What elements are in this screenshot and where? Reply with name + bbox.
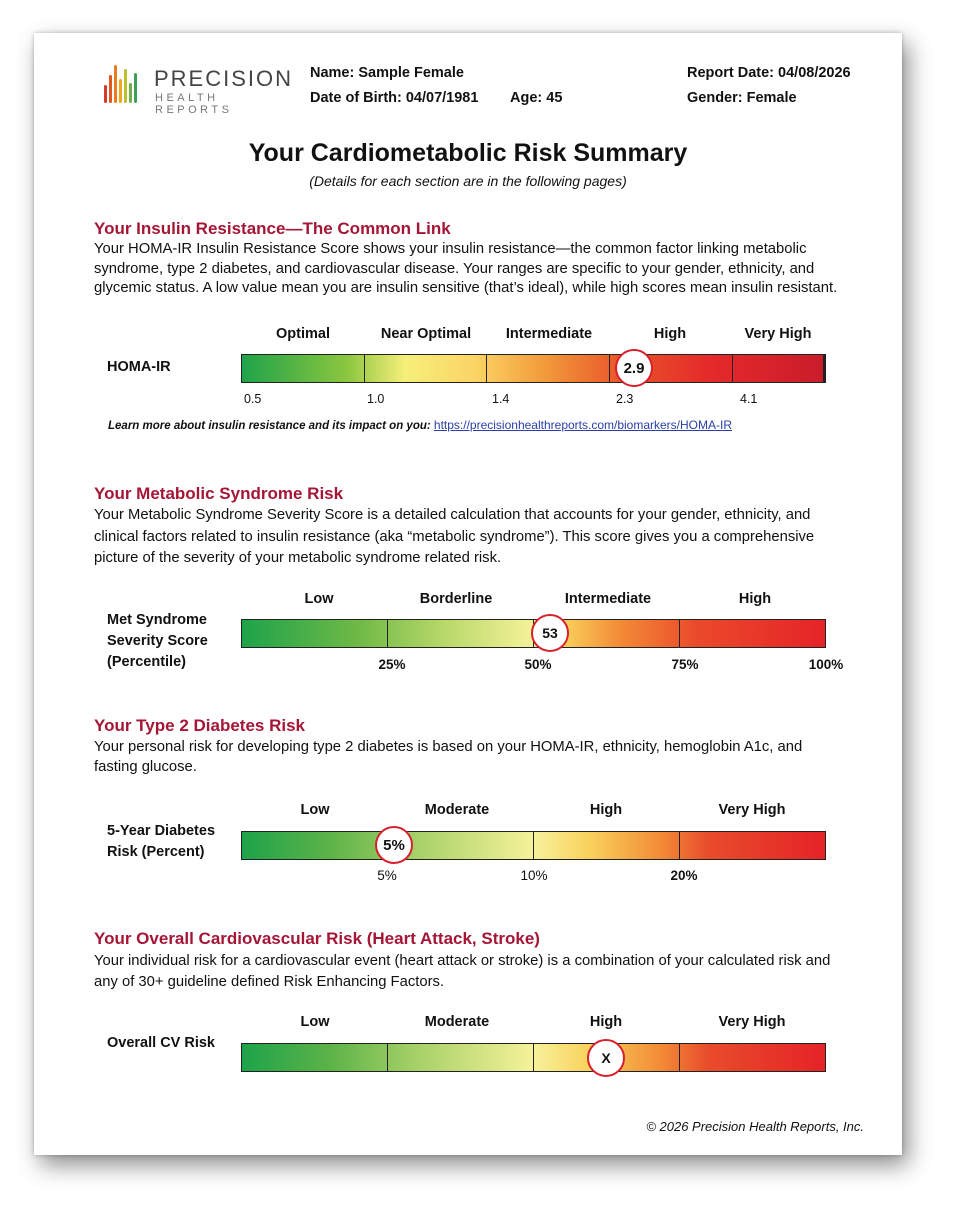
diabetes-row-label-line: Risk (Percent)	[107, 844, 205, 860]
mets-category-borderline: Borderline	[419, 591, 493, 607]
cv-bar	[241, 1043, 826, 1072]
diabetes-tick: 5%	[377, 868, 397, 883]
insulin-section-body: Your HOMA-IR Insulin Resistance Score shows your insulin resistance—the common factor linking metabolic syndrome, type 2 diabetes, and cardiovascular disease. Your ranges are specific to your gender, ethnicity, and glycemic status. A low value mean you are insulin sensitive (that’s ideal), while high scores mean insulin resistant.	[94, 241, 838, 296]
homa-category-near-optimal: Near Optimal	[380, 326, 472, 342]
homa-category-high: High	[653, 326, 687, 342]
logo	[104, 63, 294, 116]
cv-category-low: Low	[300, 1014, 330, 1030]
diabetes-tick: 10%	[520, 868, 548, 883]
mets-tick: 25%	[378, 657, 406, 672]
page-subtitle: (Details for each section are in the following pages)	[309, 173, 627, 189]
diabetes-category-high: High	[589, 802, 623, 818]
homa-tick: 1.0	[367, 392, 385, 406]
cv-category-very-high: Very High	[718, 1014, 786, 1030]
mets-category-low: Low	[304, 591, 334, 607]
copyright-footer: © 2026 Precision Health Reports, Inc.	[646, 1119, 864, 1134]
logo-subtitle: HEALTH REPORTS	[155, 92, 233, 116]
cv-category-high: High	[589, 1014, 623, 1030]
cv-marker: X	[587, 1039, 625, 1077]
diabetes-section-title: Your Type 2 Diabetes Risk	[94, 716, 305, 735]
report-date: Report Date: 04/08/2026	[687, 65, 851, 81]
mets-category-high: High	[738, 591, 772, 607]
insulin-section-title: Your Insulin Resistance—The Common Link	[94, 219, 451, 238]
patient-dob: Date of Birth: 04/07/1981	[310, 90, 479, 106]
homa-row-label: HOMA-IR	[107, 359, 171, 375]
metabolic-section-title: Your Metabolic Syndrome Risk	[94, 484, 344, 503]
homa-category-intermediate: Intermediate	[505, 326, 593, 342]
mets-tick: 50%	[524, 657, 552, 672]
mets-row-label-line: Severity Score	[107, 633, 208, 649]
diabetes-bar	[241, 831, 826, 860]
mets-marker: 53	[531, 614, 569, 652]
logo-wordmark: PRECISION	[154, 66, 294, 91]
homa-ir-marker: 2.9	[615, 349, 653, 387]
diabetes-row-label-line: 5-Year Diabetes	[107, 823, 216, 839]
mets-row-label	[107, 610, 208, 673]
patient-gender: Gender: Female	[687, 90, 797, 106]
homa-category-optimal: Optimal	[276, 326, 330, 342]
mets-category-intermediate: Intermediate	[564, 591, 652, 607]
learn-more-line	[108, 418, 732, 432]
mets-tick: 75%	[671, 657, 699, 672]
diabetes-category-low: Low	[300, 802, 330, 818]
learn-more-text: Learn more about insulin resistance and its impact on you:	[108, 420, 431, 432]
cv-row-label: Overall CV Risk	[107, 1035, 215, 1051]
homa-category-very-high: Very High	[744, 326, 812, 342]
mets-row-label-line: (Percentile)	[107, 654, 186, 670]
homa-ir-link[interactable]: https://precisionhealthreports.com/biomarkers/HOMA-IR	[433, 418, 733, 432]
homa-tick: 1.4	[492, 392, 510, 406]
homa-tick: 2.3	[616, 392, 634, 406]
cv-section-body: Your individual risk for a cardiovascular event (heart attack or stroke) is a combination of your calculated risk and any of 30+ guideline defined Risk Enhancing Factors.	[94, 953, 831, 990]
mets-tick: 100%	[808, 657, 844, 672]
diabetes-category-very-high: Very High	[718, 802, 786, 818]
logo-bars-icon	[104, 63, 148, 109]
cv-category-moderate: Moderate	[424, 1014, 490, 1030]
diabetes-category-moderate: Moderate	[424, 802, 490, 818]
homa-tick: 4.1	[740, 392, 758, 406]
diabetes-marker: 5%	[375, 826, 413, 864]
patient-name: Name: Sample Female	[310, 65, 464, 81]
metabolic-section-body: Your Metabolic Syndrome Severity Score is a detailed calculation that accounts for your gender, ethnicity, and clinical factors related to insulin resistance (aka “metabolic syndrome”). This score gives you a comprehensive picture of the severity of your metabolic syndrome related risk.	[94, 507, 815, 566]
diabetes-section-body: Your personal risk for developing type 2 diabetes is based on your HOMA-IR, ethnicity, hemoglobin A1c, and fasting glucose.	[94, 739, 803, 775]
cv-section-title: Your Overall Cardiovascular Risk (Heart Attack, Stroke)	[94, 929, 540, 948]
report-page	[34, 33, 902, 1155]
homa-tick: 0.5	[244, 392, 262, 406]
homa-ir-bar	[241, 354, 826, 383]
diabetes-row-label	[107, 821, 215, 863]
page-title: Your Cardiometabolic Risk Summary	[248, 139, 688, 167]
diabetes-tick: 20%	[670, 868, 698, 883]
patient-age: Age: 45	[510, 90, 563, 106]
mets-row-label-line: Met Syndrome	[107, 612, 207, 628]
